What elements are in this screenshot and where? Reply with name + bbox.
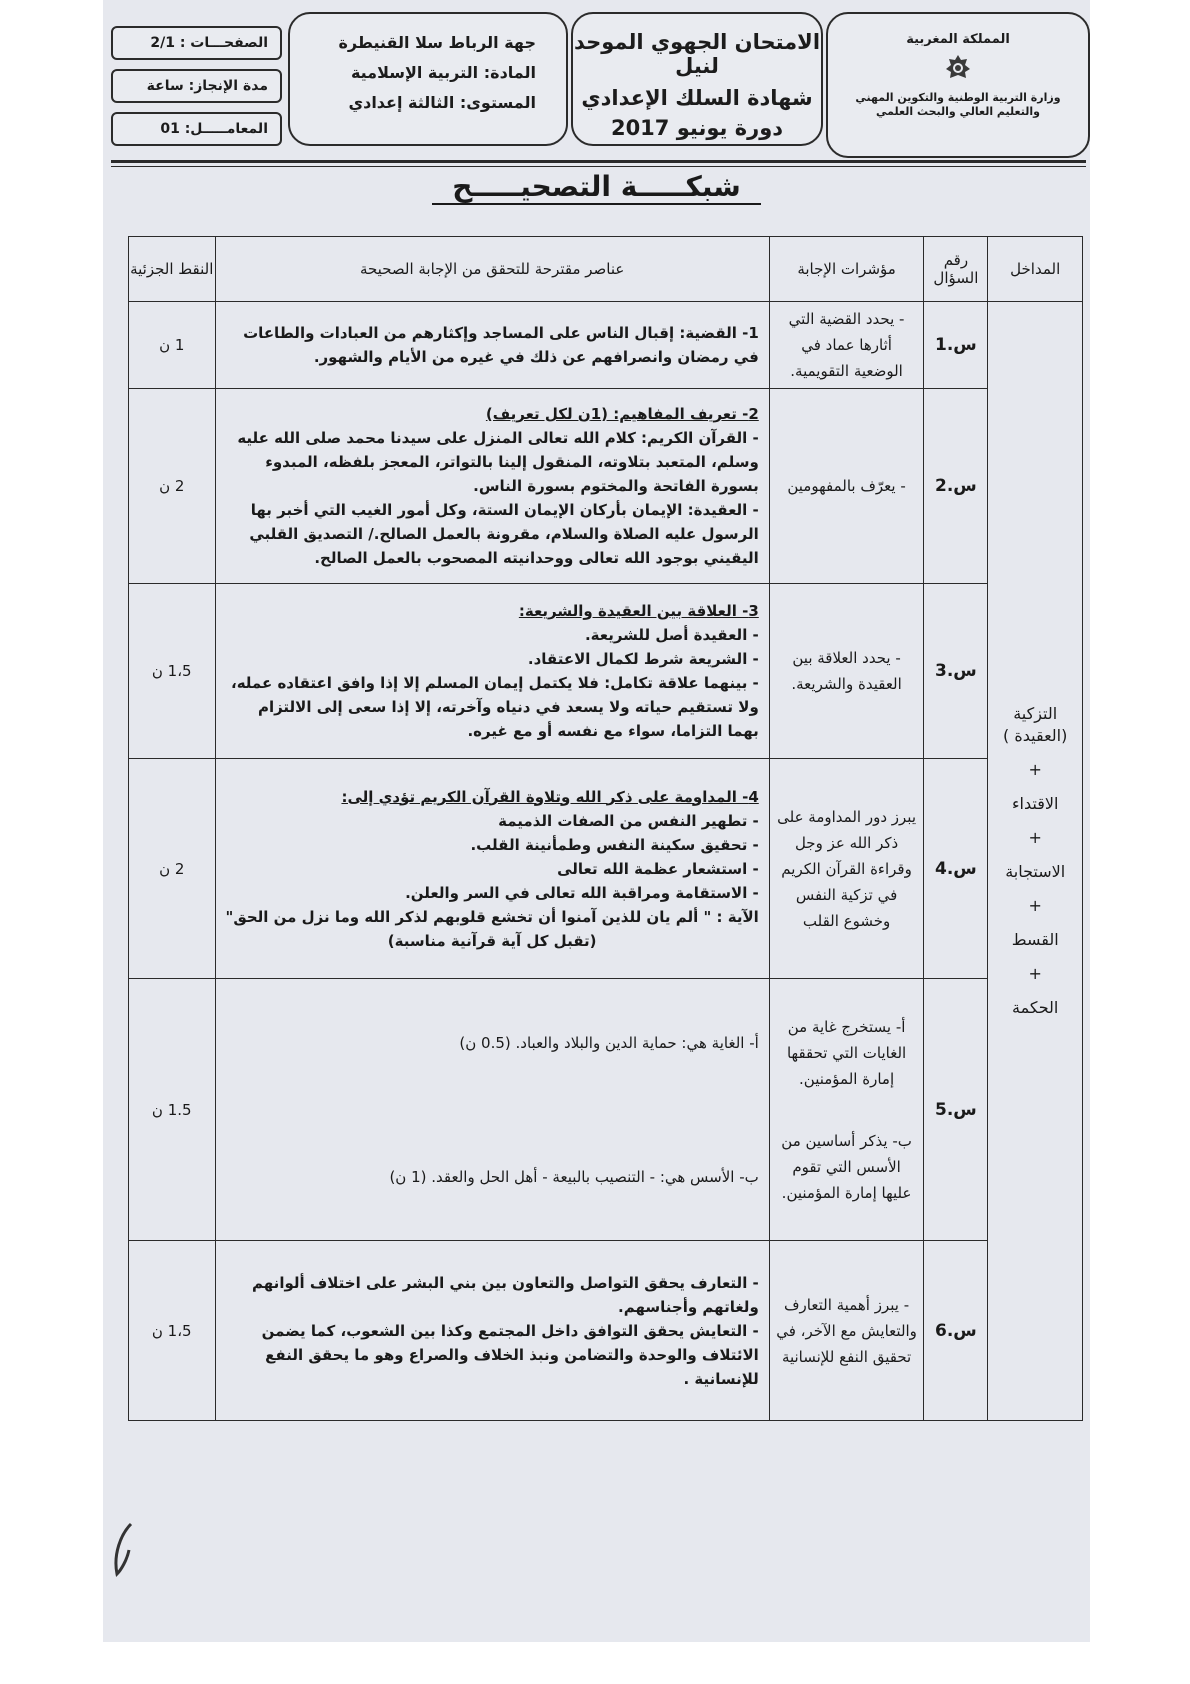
answer-line: - التعارف يحقق التواصل والتعاون بين بني البشر على اختلاف ألوانهم ولغاتهم وأجناسهم. (252, 1273, 759, 1316)
table-row (129, 584, 1083, 759)
domain-plus: + (1028, 828, 1042, 847)
page-title-text: شبكـــــة التصحيـــــح (432, 170, 761, 205)
answer-elements (215, 584, 769, 759)
answer-line: - التعايش يحقق التوافق داخل المجتمع وكذا بين الشعوب، كما يضمن الائتلاف والوحدة والتضامن ونبذ الخلاف والصراع وهو ما يحقق النفع للإنسانية . (261, 1321, 759, 1388)
answer-indicator: - يبرز أهمية التعارف والتعايش مع الآخر، في تحقيق النفع للإنسانية (769, 1241, 924, 1421)
answer-line: - القرآن الكريم: كلام الله تعالى المنزل على سيدنا محمد صلى الله عليه وسلم، المتعبد بتلاوته، المنقول إلينا بالتواتر، المعجز بلفظه، المبدوء بسورة الفاتحة والمختوم بسورة الناس. (237, 429, 759, 495)
ministry-line-1: وزارة التربية الوطنية والتكوين المهني (855, 91, 1061, 104)
correction-grid (128, 236, 1083, 1421)
points-value: 1،5 ن (129, 584, 216, 759)
subject-label: المادة: التربية الإسلامية (350, 63, 536, 82)
info-box (111, 26, 282, 151)
coefficient-label: المعامـــــل: 01 (111, 112, 282, 146)
ministry-box (826, 12, 1090, 158)
answer-elements (215, 759, 769, 979)
subject-box (288, 12, 568, 146)
table-row (129, 979, 1083, 1241)
domain-plus: + (1028, 760, 1042, 779)
answer-elements (215, 979, 769, 1241)
answer-indicator: - يعرّف بالمفهومين (769, 389, 924, 584)
exam-line-1: الامتحان الجهوي الموحد لنيل (573, 30, 821, 78)
domain-plus: + (1028, 964, 1042, 983)
answer-elements (215, 302, 769, 389)
header-divider (111, 160, 1086, 163)
answer-line: - استشعار عظمة الله تعالى (557, 859, 759, 878)
answer-b: ب- الأسس هي: - التنصيب بالبيعة - أهل الحل والعقد. (1 ن) (389, 1167, 759, 1186)
answer-line: - العقيدة أصل للشريعة. (584, 626, 759, 644)
answer-line: - تطهير النفس من الصفات الذميمة (498, 811, 759, 830)
ministry-country: المملكة المغربية (906, 32, 1010, 47)
royal-emblem-icon (943, 53, 973, 83)
domains-cell (988, 302, 1083, 1421)
domain-tazkiya: التزكية (العقيدة ) (1003, 704, 1068, 745)
question-number: س.1 (924, 302, 988, 389)
points-value: 1 ن (129, 302, 216, 389)
answer-line: - تحقيق سكينة النفس وطمأنينة القلب. (470, 835, 759, 854)
exam-paper (103, 0, 1090, 1642)
level-label: المستوى: الثالثة إعدادي (348, 93, 536, 112)
domain-iqtida: الاقتداء (1012, 794, 1059, 813)
domain-plus: + (1028, 896, 1042, 915)
answer-indicator: - يحدد العلاقة بين العقيدة والشريعة. (769, 584, 924, 759)
answer-line: - بينهما علاقة تكامل: فلا يكتمل إيمان المسلم إلا إذا وافق اعتقاده عمله، ولا تستقيم حياته ولا يسعد في دنياه وآخرته، إلا إذا سعى إلى الالتزام بهما التزاما، سواء مع نفسه أو مع غيره. (231, 674, 759, 740)
duration-label: مدة الإنجاز: ساعة (111, 69, 282, 103)
header-domain: المداخل (988, 237, 1083, 302)
header-answers: عناصر مقترحة للتحقق من الإجابة الصحيحة (215, 237, 769, 302)
table-header-row (129, 237, 1083, 302)
question-number: س.4 (924, 759, 988, 979)
points-value: 1.5 ن (129, 979, 216, 1241)
answer-line: - الاستقامة ومراقبة الله تعالى في السر والعلن. (405, 883, 759, 902)
region-label: جهة الرباط سلا القنيطرة (338, 33, 536, 52)
points-value: 2 ن (129, 759, 216, 979)
question-number: س.2 (924, 389, 988, 584)
header-points: النقط الجزئية (129, 237, 216, 302)
exam-session: دورة يونيو 2017 (610, 116, 784, 140)
points-value: 1،5 ن (129, 1241, 216, 1421)
header-divider-thin (111, 166, 1086, 167)
answer-elements (215, 389, 769, 584)
answer-elements (215, 1241, 769, 1421)
answer-a: أ- الغاية هي: حماية الدين والبلاد والعباد. (0.5 ن) (459, 1033, 759, 1052)
answer-note: (تقبل كل آية قرآنية مناسبة) (387, 931, 597, 950)
answer-line: 2- تعريف المفاهيم: (1ن لكل تعريف) (485, 405, 759, 423)
points-value: 2 ن (129, 389, 216, 584)
question-number: س.5 (924, 979, 988, 1241)
exam-line-2: شهادة السلك الإعدادي (581, 86, 813, 110)
question-number: س.6 (924, 1241, 988, 1421)
answer-indicator: - يحدد القضية التي أثارها عماد في الوضعية التقويمية. (769, 302, 924, 389)
exam-title-box (571, 12, 823, 146)
table-row (129, 389, 1083, 584)
header-qnum: رقم السؤال (924, 237, 988, 302)
answer-line: 1- القضية: إقبال الناس على المساجد وإكثارهم من العبادات والطاعات في رمضان وانصرافهم عن ذلك في غيره من الأيام والشهور. (243, 324, 759, 366)
question-number: س.3 (924, 584, 988, 759)
table-row (129, 1241, 1083, 1421)
page-title (103, 170, 1090, 203)
ministry-line-2: والتعليم العالي والبحث العلمي (876, 105, 1040, 118)
answer-indicator (769, 979, 924, 1241)
domain-istijaba: الاستجابة (1005, 862, 1066, 881)
answer-line: الآية : " ألم يان للذين آمنوا أن تخشع قلوبهم لذكر الله وما نزل من الحق" (225, 907, 759, 926)
answer-line: 3- العلاقة بين العقيدة والشريعة: (518, 602, 759, 620)
table-row (129, 759, 1083, 979)
pen-stroke-mark (111, 1520, 135, 1580)
indicator-a: أ- يستخرج غاية من الغايات التي تحققها إمارة المؤمنين. (786, 1017, 907, 1088)
indicator-b: ب- يذكر أساسين من الأسس التي تقوم عليها إمارة المؤمنين. (781, 1131, 912, 1202)
answer-line: 4- المداومة على ذكر الله وتلاوة القرآن الكريم تؤدي إلى: (341, 787, 759, 806)
header-indicators: مؤشرات الإجابة (769, 237, 924, 302)
answer-line: - الشريعة شرط لكمال الاعتقاد. (527, 650, 759, 668)
answer-line: - العقيدة: الإيمان بأركان الإيمان الستة، وكل أمور الغيب التي أخبر بها الرسول عليه الصلاة والسلام، مقرونة بالعمل الصالح./ التصديق القلبي اليقيني بوجود الله تعالى ووحدانيته المصحوب بالعمل الصالح. (249, 501, 759, 567)
table-row (129, 302, 1083, 389)
domain-qist: القسط (1011, 930, 1059, 949)
domain-hikma: الحكمة (1012, 998, 1059, 1017)
pages-label: الصفحـــات : 2/1 (111, 26, 282, 60)
answer-indicator: يبرز دور المداومة على ذكر الله عز وجل وقراءة القرآن الكريم في تزكية النفس وخشوع القلب (769, 759, 924, 979)
